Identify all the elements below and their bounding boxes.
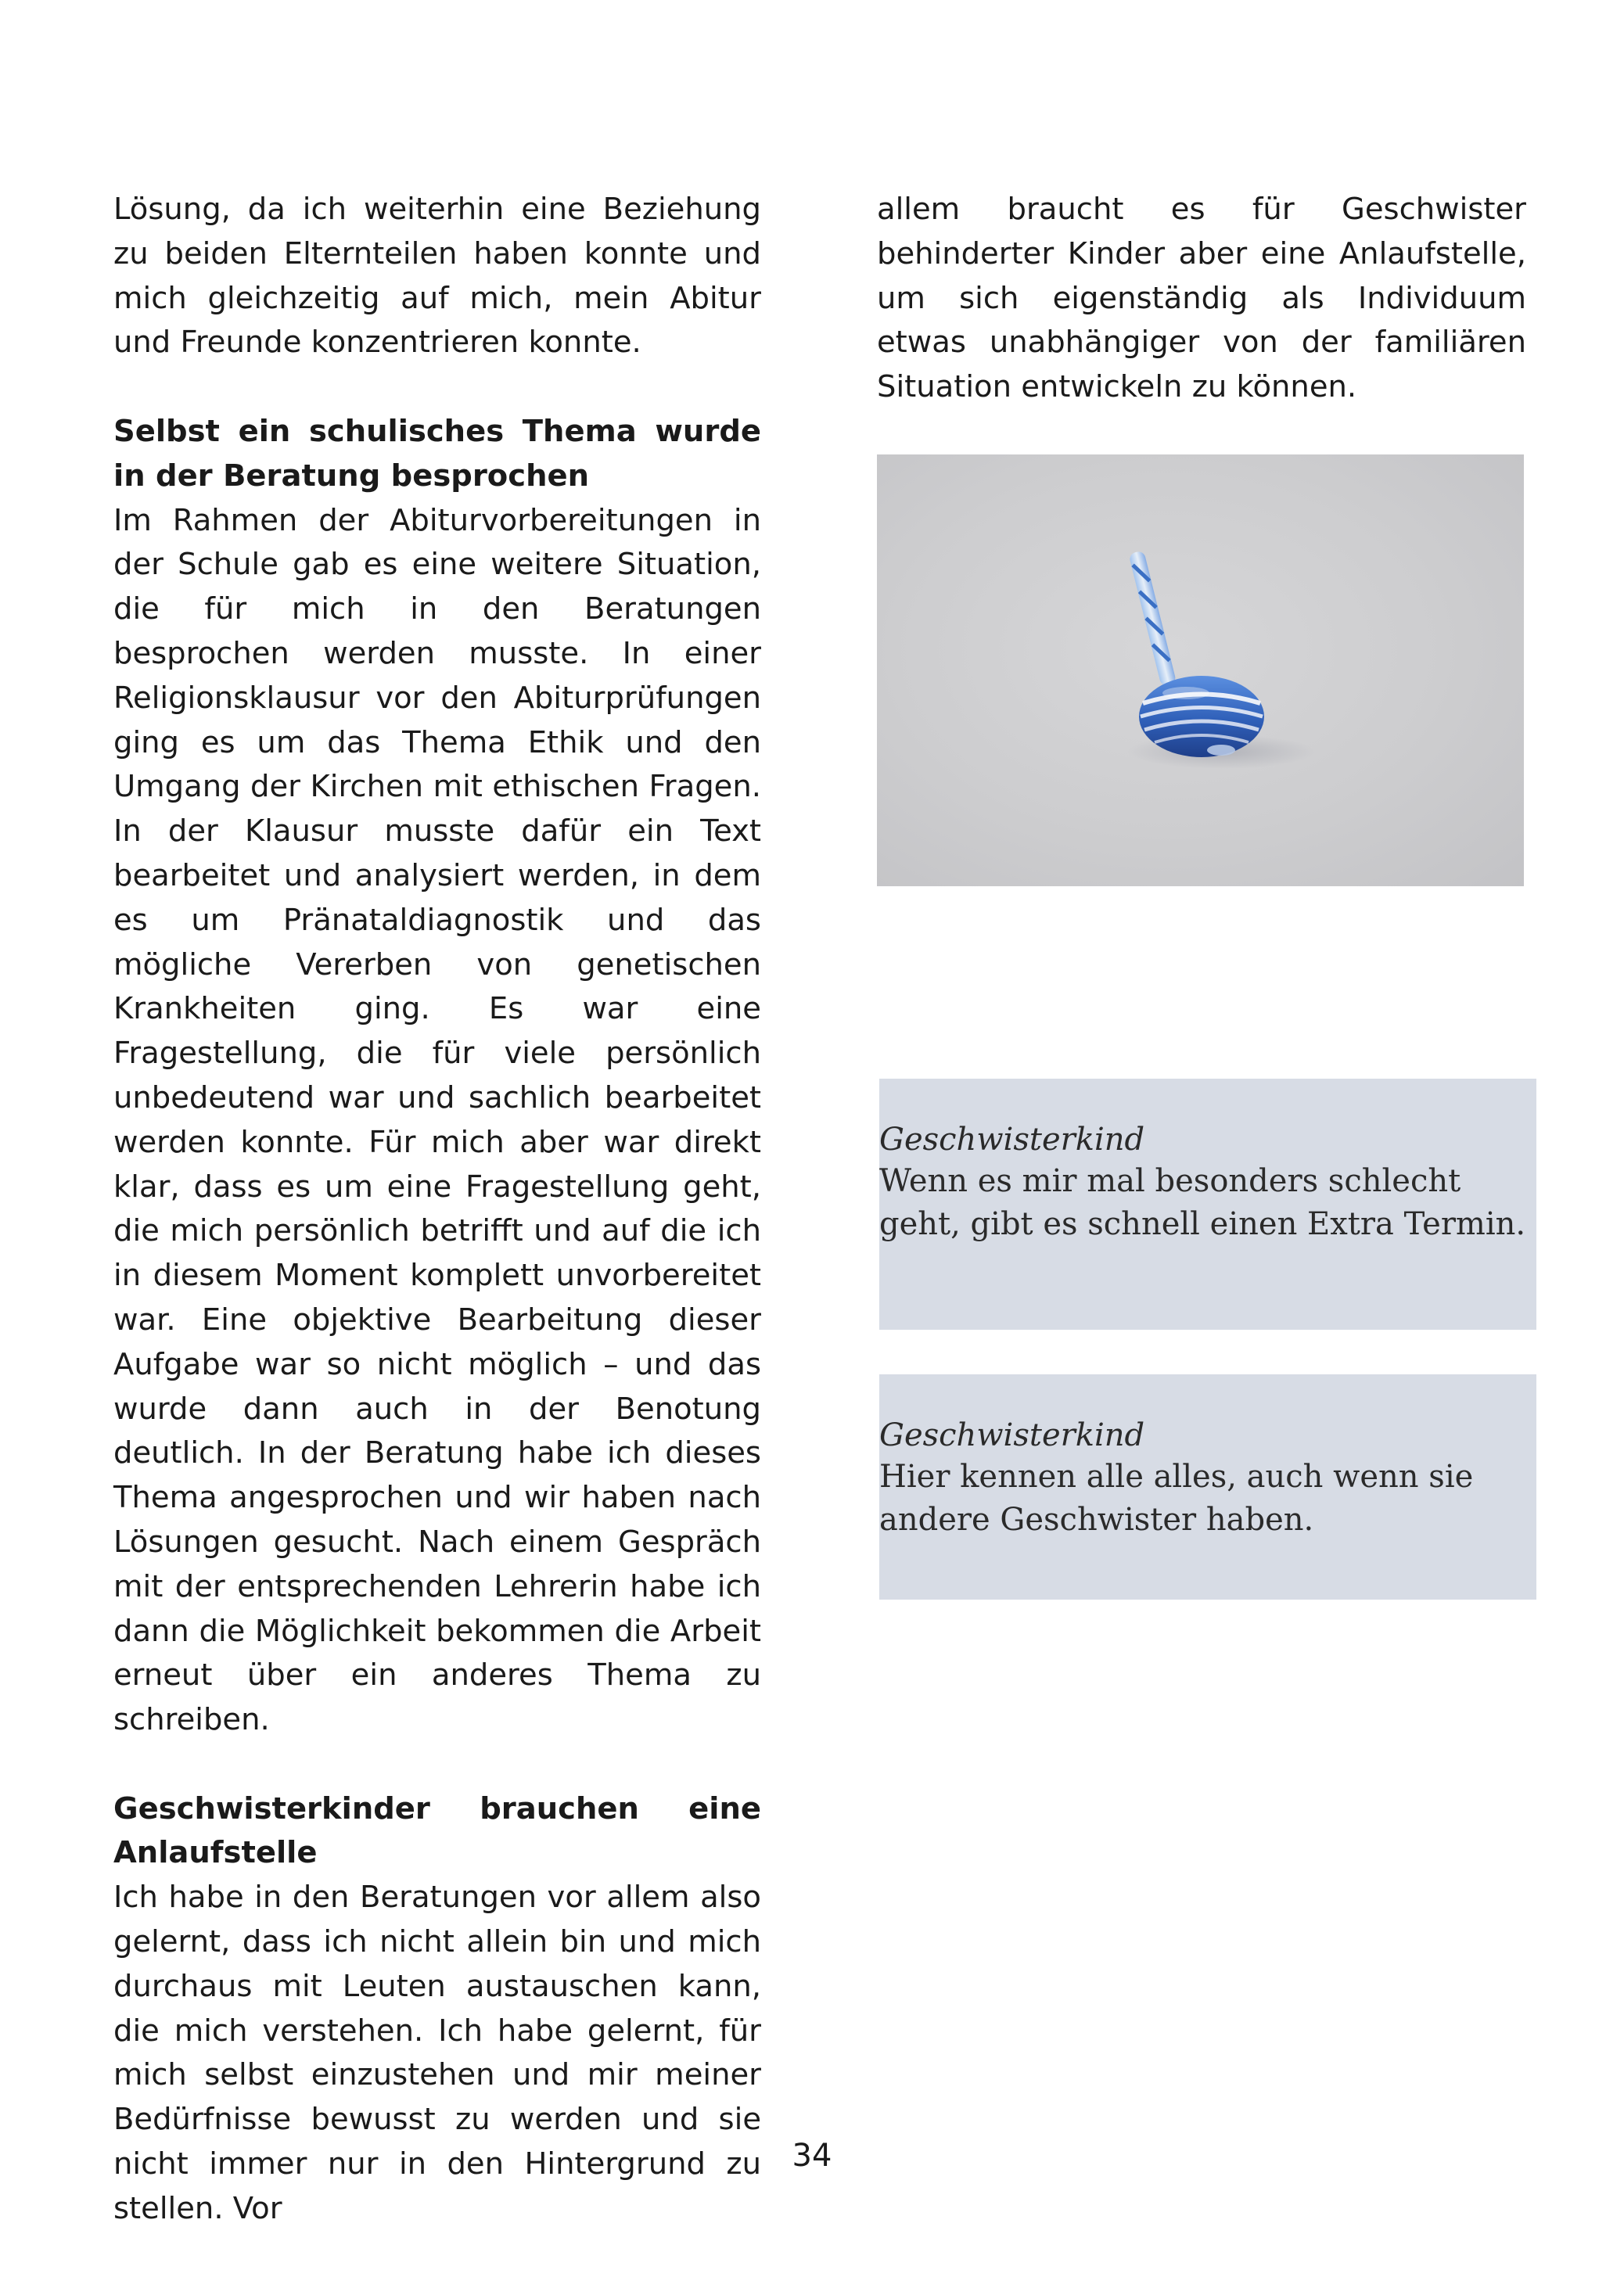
tip — [1207, 745, 1235, 756]
quote-author: Geschwisterkind — [879, 1417, 1145, 1453]
spinning-top-illustration — [877, 454, 1524, 886]
paragraph: Im Rahmen der Abiturvorbereitungen in der Schule gab es eine weitere Situation, die für mich in den Beratungen besprochen werden musste. In einer Religionsklausur vor den Abiturprüfungen ging es um das Thema Ethik und den Umgang der Kirchen mit ethischen Fragen. In der Klausur musste dafür ein Text bearbeitet und analysiert werden, in dem es um Pränataldiagnostik und das mögliche Vererben von genetischen Krankheiten ging. Es war eine Fragestellung, die für viele persönlich unbedeutend war und sachlich bearbeitet werden konnte. Für mich aber war direkt klar, dass es um eine Fragestellung geht, die mich persönlich betrifft und auf die ich in diesem Moment komplett unvorbereitet war. Eine objektive Bearbeitung dieser Aufgabe war so nicht möglich – und das wurde dann auch in der Benotung deutlich. In der Beratung habe ich dieses Thema angesprochen und wir haben nach Lösungen gesucht. Nach einem Gespräch mit der entsprechenden Lehrerin habe ich dann die Möglichkeit bekommen die Arbeit erneut über ein anderes Thema zu schreiben. — [113, 502, 761, 1738]
page-number: 34 — [792, 2138, 832, 2174]
spinning-top-body — [1139, 676, 1264, 757]
right-text-column — [877, 188, 1526, 410]
quote-author: Geschwisterkind — [879, 1122, 1145, 1158]
spinning-top-photo — [877, 454, 1524, 886]
quote-text: Wenn es mir mal besonders schlecht geht, gibt es schnell einen Extra Termin. — [879, 1163, 1526, 1242]
section-heading: Selbst ein schulisches Thema wurde in der Beratung besprochen — [113, 413, 761, 494]
stem — [1129, 550, 1177, 687]
quote-text: Hier kennen alle alles, auch wenn sie andere Geschwister haben. — [879, 1459, 1474, 1538]
quote-box — [879, 1374, 1536, 1600]
paragraph: allem braucht es für Geschwister behinderter Kinder aber eine Anlaufstelle, um sich eigenständig als Individuum etwas unabhängiger von der familiären Situation entwickeln zu können. — [877, 192, 1526, 405]
quote-box — [879, 1079, 1536, 1330]
left-text-column — [113, 188, 761, 2232]
paragraph: Lösung, da ich weiterhin eine Beziehung zu beiden Elternteilen haben konnte und mich gleichzeitig auf mich, mein Abitur und Freunde konzentrieren konnte. — [113, 192, 761, 361]
section-heading: Geschwisterkinder brauchen eine Anlaufstelle — [113, 1790, 761, 1871]
paragraph: Ich habe in den Beratungen vor allem also gelernt, dass ich nicht allein bin und mich durchaus mit Leuten austauschen kann, die mich verstehen. Ich habe gelernt, für mich selbst einzustehen und mir meiner Bedürfnisse bewusst zu werden und sie nicht immer nur in den Hintergrund zu stellen. Vor — [113, 1880, 761, 2226]
